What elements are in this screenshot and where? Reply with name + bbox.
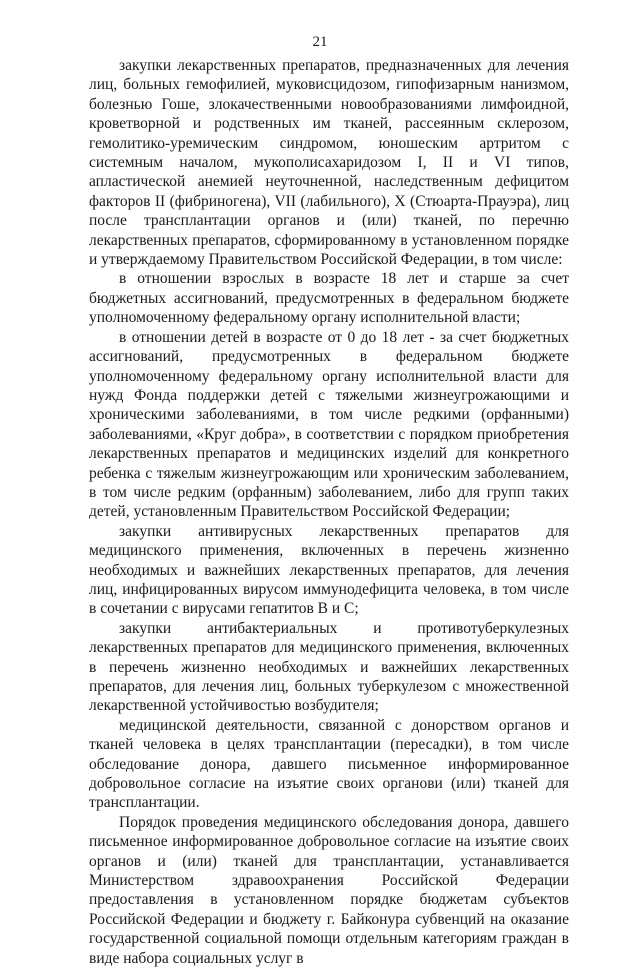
paragraph-antiviral: закупки антивирусных лекарственных препаратов для медицинского применения, включенных в перечень жизненно необходимых и важнейших лекарственных препаратов, для лечения лиц, инфицированных вирусом иммунодефицита человека, в том числе в сочетании с вирусами гепатитов B и C; <box>89 522 569 618</box>
paragraph-antibacterial: закупки антибактериальных и противотуберкулезных лекарственных препаратов для медицинского применения, включенных в перечень жизненно необходимых и важнейших лекарственных препаратов, для лечения лиц, больных туберкулезом с множественной лекарственной устойчивостью возбудителя; <box>89 619 569 715</box>
paragraph-children: в отношении детей в возрасте от 0 до 18 лет - за счет бюджетных ассигнований, предусмотренных в федеральном бюджете уполномоченному федеральному органу исполнительной власти для нужд Фонда поддержки детей с тяжелыми жизнеугрожающими и хроническими заболеваниями, в том числе редкими (орфанными) заболеваниями, «Круг добра», в соответствии с порядком приобретения лекарственных препаратов и медицинских изделий для конкретного ребенка с тяжелым жизнеугрожающим или хроническим заболеванием, в том числе редким (орфанным) заболеванием, либо для групп таких детей, установленным Правительством Российской Федерации; <box>89 328 569 521</box>
paragraph-drug-procurement: закупки лекарственных препаратов, предназначенных для лечения лиц, больных гемофилией, муковисцидозом, гипофизарным нанизмом, болезнью Гоше, злокачественными новообразованиями лимфоидной, кроветворной и родственных им тканей, рассеянным склерозом, гемолитико-уремическим синдромом, юношеским артритом с системным началом, мукополисахаридозом I, II и VI типов, апластической анемией неуточненной, наследственным дефицитом факторов II (фибриногена), VII (лабильного), X (Стюарта-Прауэра), лиц после трансплантации органов и (или) тканей, по перечню лекарственных препаратов, сформированному в установленном порядке и утверждаемому Правительством Российской Федерации, в том числе: <box>89 57 569 269</box>
paragraph-donation: медицинской деятельности, связанной с донорством органов и тканей человека в целях трансплантации (пересадки), в том числе обследование донора, давшего письменное информированное добровольное согласие на изъятие своих органови (или) тканей для трансплантации. <box>89 716 569 812</box>
paragraph-examination-procedure: Порядок проведения медицинского обследования донора, давшего письменное информированное добровольное согласие на изъятие своих органов и (или) тканей для трансплантации, устанавливается Министерством здравоохранения Российской Федерации предоставления в установленном порядке бюджетам субъектов Российской Федерации и бюджету г. Байконура субвенций на оказание государственной социальной помощи отдельным категориям граждан в виде набора социальных услуг в <box>89 813 569 967</box>
paragraph-adults: в отношении взрослых в возрасте 18 лет и старше за счет бюджетных ассигнований, предусмотренных в федеральном бюджете уполномоченному федеральному органу исполнительной власти; <box>89 270 569 327</box>
page-number: 21 <box>312 34 328 50</box>
document-body <box>89 56 569 968</box>
